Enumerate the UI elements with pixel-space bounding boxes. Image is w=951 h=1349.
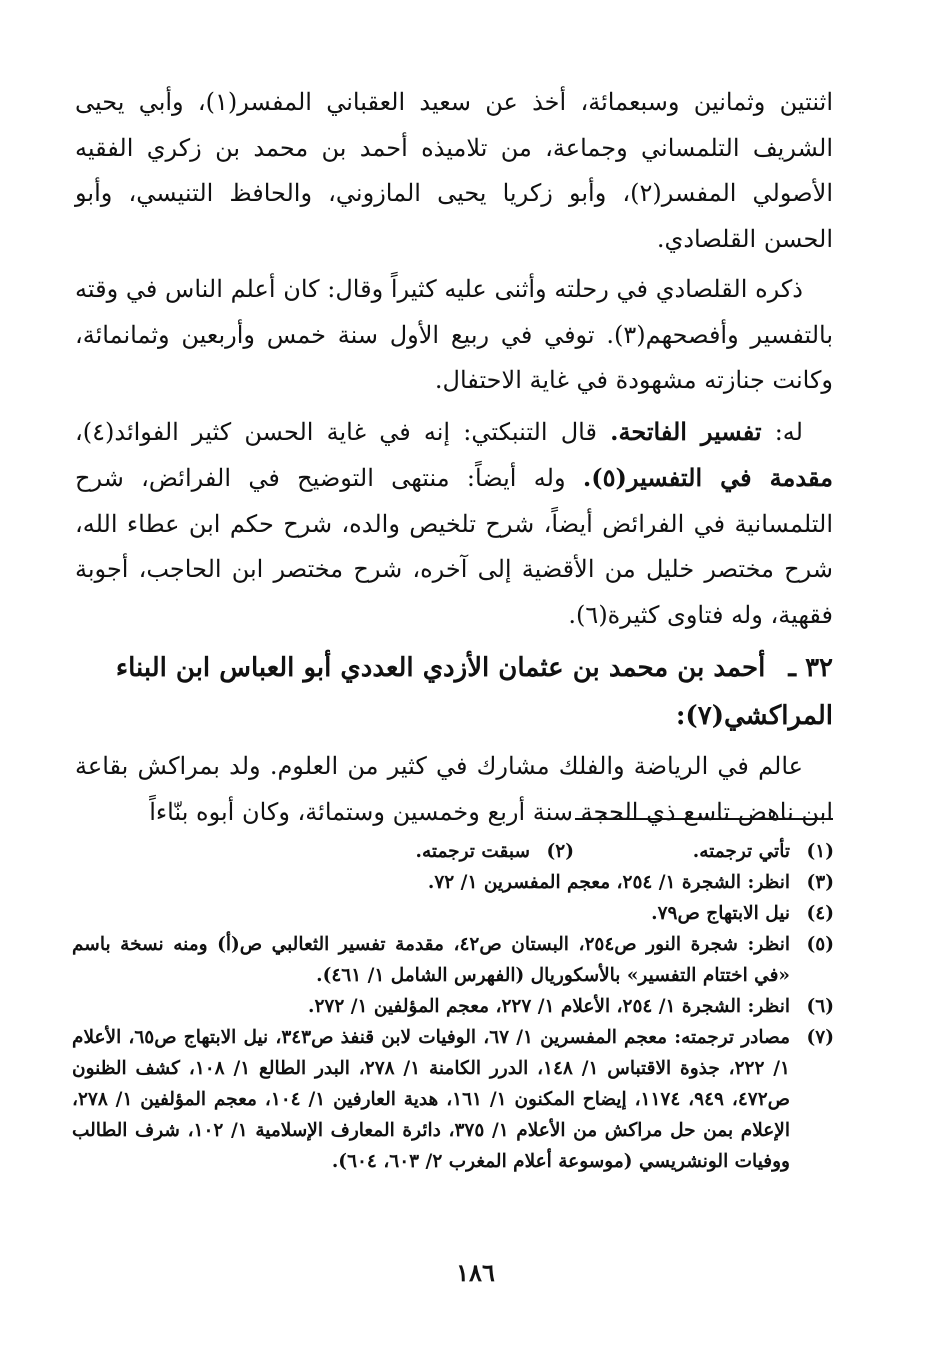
works-list: وله أيضاً: منتهى التوضيح في الفرائض، شرح التلمسانية في الفرائض أيضاً، شرح تلخيص والده، شرح حكم ابن عطاء الله، شرح مختصر خليل من الأقضية إلى آخره، شرح مختصر ابن الحاجب، أجوبة فقهية، وله فتاوى كثيرة(٦). <box>75 464 833 629</box>
entry-number: ٣٢ ـ <box>788 653 833 683</box>
footnote-4 <box>72 898 834 929</box>
footnote-number: (٦) <box>806 996 834 1017</box>
entry-title: أحمد بن محمد بن عثمان الأزدي العددي أبو العباس ابن البناء المراكشي(٧): <box>115 653 833 731</box>
footnote-2 <box>314 836 574 867</box>
footnote-number: (٣) <box>806 872 834 893</box>
footnote-text: انظر: الشجرة ١/ ٢٥٤، معجم المفسرين ١/ ٧٢. <box>427 872 790 893</box>
footnote-number: (٥) <box>806 934 834 955</box>
footnote-row-1-2 <box>72 836 834 867</box>
footnote-number: (٢) <box>546 841 574 862</box>
paragraph-1: اثنتين وثمانين وسبعمائة، أخذ عن سعيد العقباني المفسر(١)، وأبي يحيى الشريف التلمساني وجماعة، من تلاميذه أحمد بن محمد بن زكري الفقيه الأصولي المفسر(٢)، وأبو زكريا يحيى المازوني، والحافظ التنيسي، وأبو الحسن القلصادي. <box>75 88 834 253</box>
footnote-number: (٤) <box>806 903 834 924</box>
main-text <box>75 80 833 840</box>
footnote-text: انظر: شجرة النور ص٢٥٤، البستان ص٤٢، مقدمة تفسير الثعالبي ص(أ) ومنه نسخة باسم «في اختتام التفسير» بالأسكوريال (الفهرس الشامل ١/ ٤٦١). <box>72 934 790 986</box>
footnote-divider <box>575 818 833 820</box>
footnote-text: سبقت ترجمته. <box>415 841 530 862</box>
entry-heading <box>75 644 833 740</box>
footnotes <box>72 836 834 1177</box>
footnote-3 <box>72 867 834 898</box>
footnote-text: مصادر ترجمته: معجم المفسرين ١/ ٦٧، الوفيات لابن قنفذ ص٣٤٣، نيل الابتهاج ص٦٥، الأعلام ١/ ٢٢٢، جذوة الاقتباس ١/ ١٤٨، الدرر الكامنة ١/ ٢٧٨، البدر الطالع ١/ ١٠٨، كشف الظنون ص٤٧٢، ٩٤٩، ١١٧٤، إيضاح المكنون ١/ ١٦١، هدية العارفين ١/ ١٠٤، معجم المؤلفين ١/ ٢٧٨، الإعلام بمن حل مراكش من الأعلام ١/ ٣٧٥، دائرة المعارف الإسلامية ١/ ١٠٢، شرف الطالب ووفيات الونشريسي (موسوعة أعلام المغرب ٢/ ٦٠٣، ٦٠٤). <box>72 1027 791 1172</box>
footnote-text: انظر: الشجرة ١/ ٢٥٤، الأعلام ١/ ٢٢٧، معجم المؤلفين ١/ ٢٧٢. <box>308 996 790 1017</box>
work-title-fatiha: تفسير الفاتحة. <box>610 416 762 446</box>
works-lead: له: <box>774 417 803 446</box>
paragraph-4: عالم في الرياضة والفلك مشارك في كثير من العلوم. ولد بمراكش بقاعة ابن ناهض تاسع ذي الحجة سنة أربع وخمسين وستمائة، وكان أبوه بنّاءاً <box>75 752 833 826</box>
footnote-7 <box>72 1022 834 1177</box>
footnote-number: (١) <box>806 841 834 862</box>
footnote-text: تأتي ترجمته. <box>692 841 790 862</box>
work-title-muqaddima: مقدمة في التفسير(٥). <box>582 463 833 492</box>
footnote-text: نيل الابتهاج ص٧٩. <box>651 903 790 924</box>
footnote-6 <box>72 991 834 1022</box>
footnote-1 <box>574 836 834 867</box>
footnote-5 <box>72 929 834 991</box>
footnote-number: (٧) <box>806 1027 834 1048</box>
page-number: ١٨٦ <box>456 1258 495 1287</box>
works-comment: قال التنبكتي: إنه في غاية الحسن كثير الفوائد(٤)، <box>75 417 597 446</box>
paragraph-3 <box>75 409 833 639</box>
paragraph-2: ذكره القلصادي في رحلته وأثنى عليه كثيراً وقال: كان أعلم الناس في وقته بالتفسير وأفصحهم(٣). توفي في ربيع الأول سنة خمس وأربعين وثمانمائة، وكانت جنازته مشهودة في غاية الاحتفال. <box>75 275 834 394</box>
